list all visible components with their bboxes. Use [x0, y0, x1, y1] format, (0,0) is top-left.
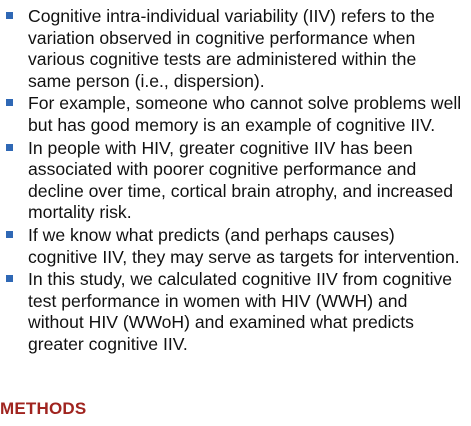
methods-heading: METHODS [0, 399, 87, 418]
square-bullet-icon [6, 144, 13, 151]
bullet-item [0, 225, 464, 268]
bullet-text: For example, someone who cannot solve problems well but has good memory is an example of cognitive IIV. [28, 93, 462, 135]
bullet-list [0, 6, 464, 356]
bullet-item [0, 93, 464, 136]
bullet-text: Cognitive intra-individual variability (IIV) refers to the variation observed in cognitive performance when various cognitive tests are administered within the same person (i.e., dispersion). [28, 6, 435, 91]
square-bullet-icon [6, 275, 13, 282]
bullet-item [0, 6, 464, 92]
square-bullet-icon [6, 12, 13, 19]
bullet-item [0, 138, 464, 224]
bullet-text: If we know what predicts (and perhaps causes) cognitive IIV, they may serve as targets for intervention. [28, 224, 460, 267]
bullet-text: In people with HIV, greater cognitive IIV has been associated with poorer cognitive performance and decline over time, cortical brain atrophy, and increased mortality risk. [28, 137, 454, 223]
bullet-item [0, 269, 464, 355]
square-bullet-icon [6, 99, 13, 106]
square-bullet-icon [6, 231, 13, 238]
bullet-text: In this study, we calculated cognitive IIV from cognitive test performance in women with HIV (WWH) and without HIV (WWoH) and examined what predicts greater cognitive IIV. [28, 269, 453, 354]
background-section [0, 6, 464, 357]
